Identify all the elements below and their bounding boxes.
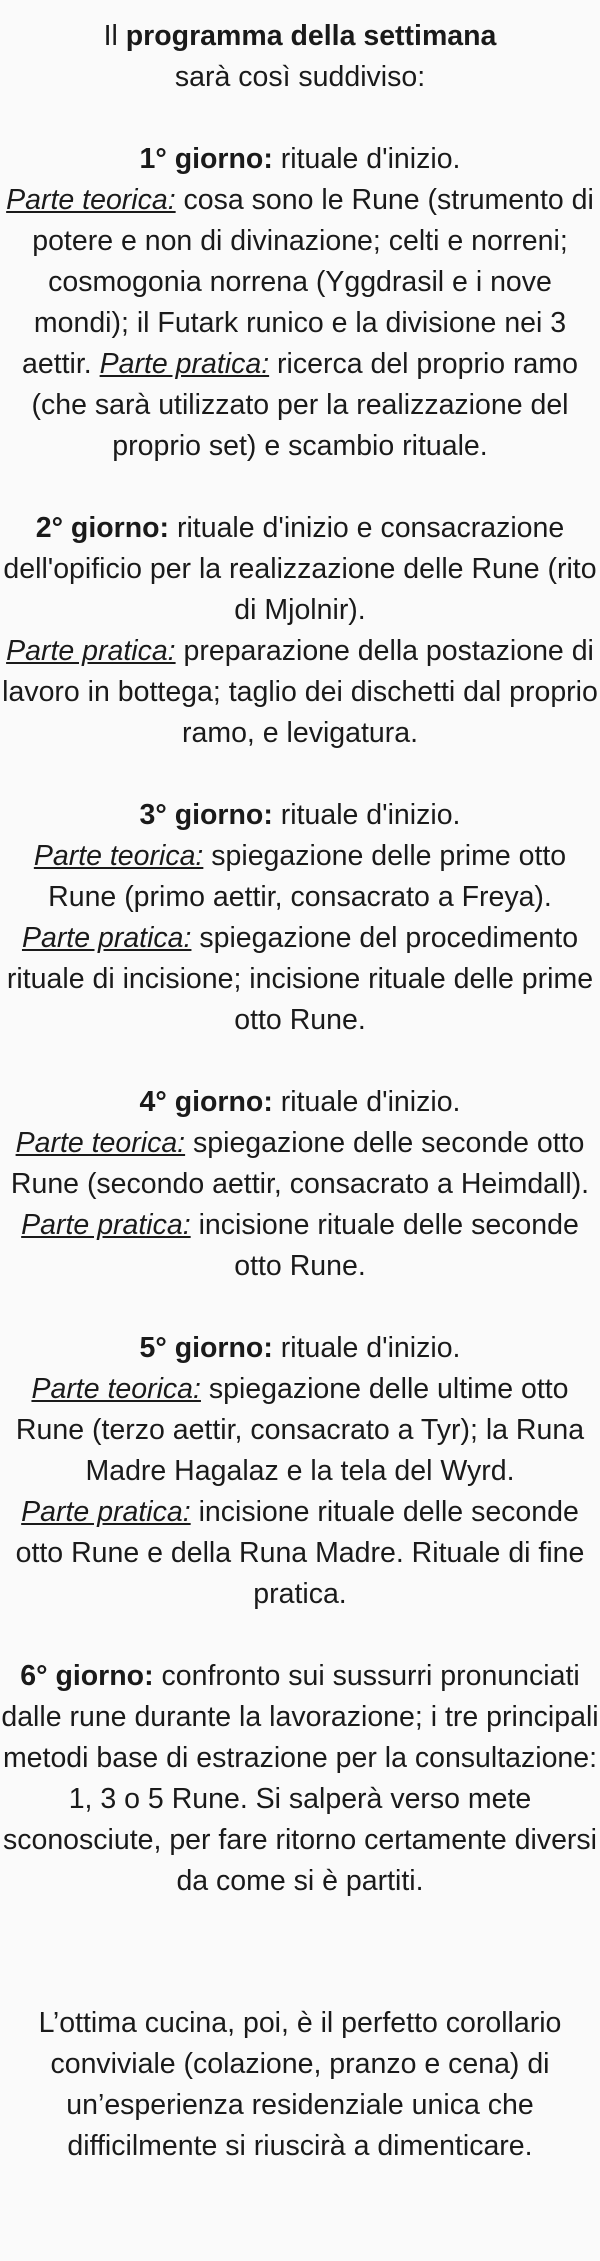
part-label-practice: Parte pratica:	[21, 1496, 191, 1528]
closing-text: L’ottima cucina, poi, è il perfetto corollario conviviale (colazione, pranzo e cena) di un’esperienza residenziale unica che difficilmente si riuscirà a dimenticare.	[38, 2007, 562, 2162]
day-2-text	[0, 508, 600, 754]
day-intro: rituale d'inizio.	[272, 799, 461, 831]
closing-paragraph	[0, 2003, 600, 2167]
day-label: 3° giorno:	[139, 799, 273, 831]
intro-line-2: sarà così suddiviso:	[174, 61, 426, 93]
day-3-text	[0, 795, 600, 1041]
program-title: programma della settimana	[125, 20, 497, 52]
day-5	[0, 1328, 600, 1615]
part-text: preparazione della postazione di lavoro in bottega; taglio dei dischetti dal proprio ramo, e levigatura.	[2, 635, 598, 749]
part-text: cosa sono le Rune (strumento di potere e non di divinazione; celti e norreni; cosmogonia norrena (Yggdrasil e i nove mondi); il Futark runico e la divisione nei 3 aettir.	[22, 184, 594, 380]
part-label-practice: Parte pratica:	[21, 1209, 191, 1241]
part-label-practice: Parte pratica:	[99, 348, 270, 380]
day-1-text	[0, 139, 600, 467]
part-text: spiegazione delle prime otto Rune (primo aettir, consacrato a Freya).	[48, 840, 567, 913]
part-text: incisione rituale delle seconde otto Rune.	[190, 1209, 579, 1282]
day-intro: confronto sui sussurri pronunciati dalle rune durante la lavorazione; i tre principali metodi base di estrazione per la consultazione: 1, 3 o 5 Rune. Si salperà verso mete sconosciute, per fare ritorno certamente diversi da come si è partiti.	[1, 1660, 599, 1897]
day-6	[0, 1656, 600, 1902]
intro-line-1	[0, 16, 600, 57]
part-label-theory: Parte teorica:	[15, 1127, 186, 1159]
part-label-theory: Parte teorica:	[33, 840, 204, 872]
day-6-text	[0, 1656, 600, 1902]
program-intro	[0, 16, 600, 98]
day-5-text	[0, 1328, 600, 1615]
part-text: spiegazione delle seconde otto Rune (secondo aettir, consacrato a Heimdall).	[10, 1127, 590, 1200]
part-text: ricerca del proprio ramo (che sarà utilizzato per la realizzazione del proprio set) e scambio rituale.	[31, 348, 578, 462]
part-label-theory: Parte teorica:	[31, 1373, 201, 1405]
day-intro: rituale d'inizio.	[272, 1332, 461, 1364]
part-text: incisione rituale delle seconde otto Rune e della Runa Madre. Rituale di fine pratica.	[15, 1496, 585, 1610]
day-label: 5° giorno:	[139, 1332, 273, 1364]
day-2	[0, 508, 600, 754]
day-3	[0, 795, 600, 1041]
day-label: 4° giorno:	[139, 1086, 273, 1118]
spacer	[0, 1943, 600, 2003]
day-intro: rituale d'inizio.	[272, 143, 461, 175]
day-label: 2° giorno:	[35, 512, 170, 544]
day-label: 1° giorno:	[139, 143, 273, 175]
day-label: 6° giorno:	[20, 1660, 154, 1692]
part-text: spiegazione delle ultime otto Rune (terzo aettir, consacrato a Tyr); la Runa Madre Hagalaz e la tela del Wyrd.	[15, 1373, 585, 1487]
day-1	[0, 139, 600, 467]
day-4-text	[0, 1082, 600, 1287]
day-intro: rituale d'inizio.	[272, 1086, 461, 1118]
part-text: spiegazione del procedimento rituale di incisione; incisione rituale delle prime otto Rune.	[6, 922, 594, 1036]
part-label-practice: Parte pratica:	[21, 922, 192, 954]
day-4	[0, 1082, 600, 1287]
part-label-practice: Parte pratica:	[6, 635, 176, 667]
part-label-theory: Parte teorica:	[6, 184, 176, 216]
intro-prefix: Il	[103, 20, 126, 52]
day-intro: rituale d'inizio e consacrazione dell'opificio per la realizzazione delle Rune (rito di Mjolnir).	[3, 512, 597, 626]
